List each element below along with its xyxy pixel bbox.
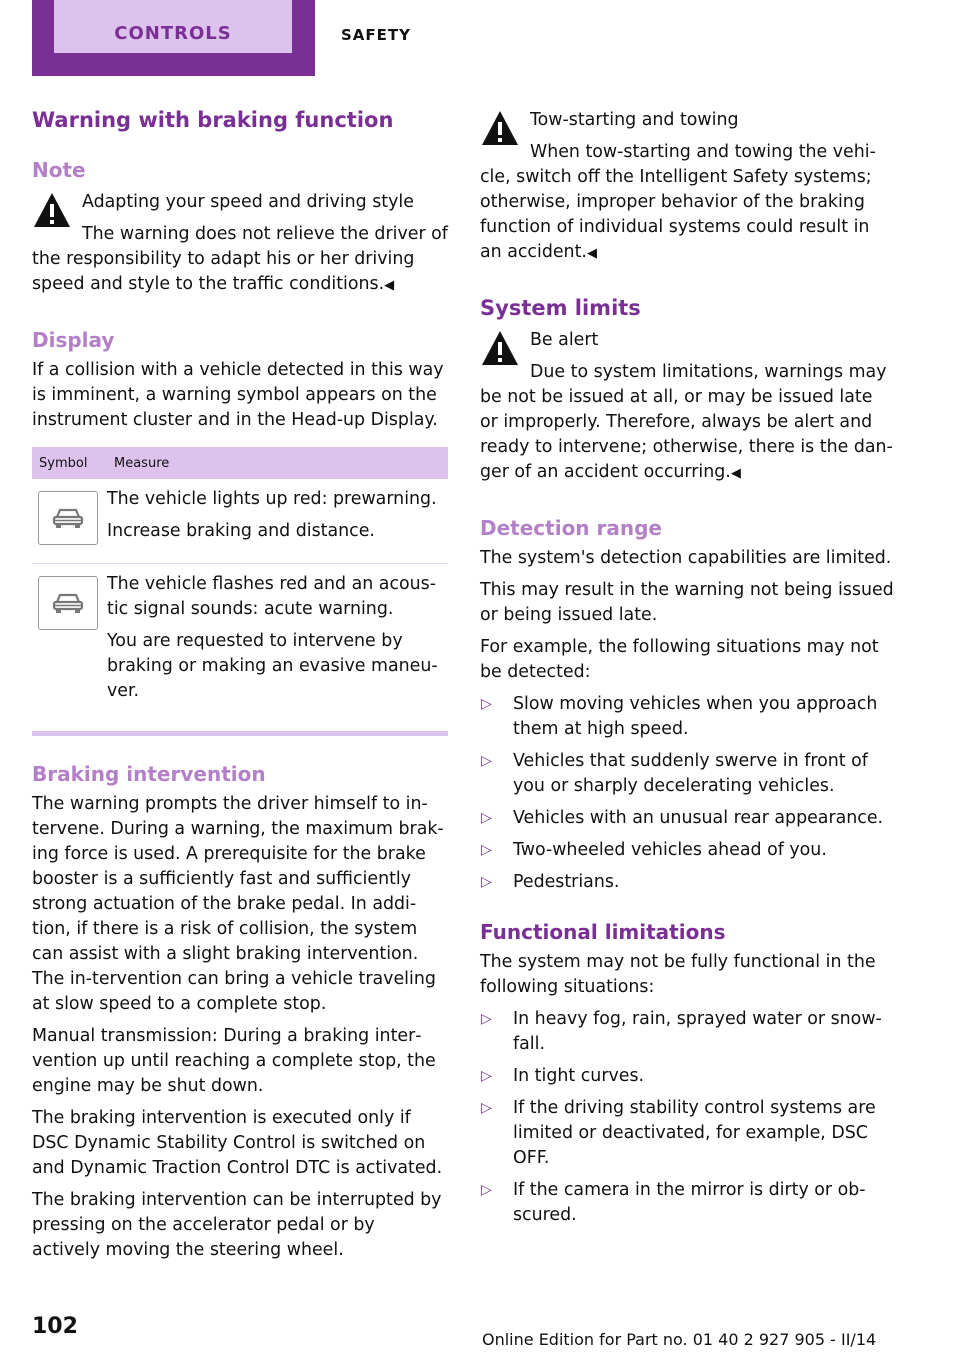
symbol-table (32, 447, 448, 723)
edition-note: Online Edition for Part no. 01 40 2 927 905 - II/14 (482, 1330, 877, 1349)
bullet-icon: ▷ (481, 753, 492, 769)
end-mark-icon: ◀ (730, 466, 741, 481)
list-item: ▷ If the driving stability control systems are limited or deactivated, for example, DSC OFF. (481, 1098, 876, 1168)
functional-text: The system may not be fully functional in the following situations: (480, 952, 876, 997)
warning-text: Due to system limitations, warnings may be not be issued at all, or may be issued late or improperly. Therefore, always be alert and ready to intervene; otherwise, there is the dan‐ger of an accident occurring.◀ (480, 362, 893, 482)
warning-note (32, 190, 448, 298)
list-item: ▷ Two-wheeled vehicles ahead of you. (480, 838, 894, 863)
end-mark-icon: ◀ (384, 278, 395, 293)
functional-heading: Functional limitations (480, 920, 726, 944)
display-heading: Display (32, 328, 115, 352)
table-header-measure: Measure (107, 447, 448, 479)
tab-controls[interactable] (32, 0, 315, 76)
list-item: ▷ In tight curves. (480, 1064, 894, 1089)
table-row (32, 564, 448, 724)
list-item: ▷ Vehicles that suddenly swerve in front of you or sharply decelerating vehicles. (481, 751, 868, 796)
left-column (32, 108, 448, 1263)
braking-text: The warning prompts the driver himself to in‐tervene. During a warning, the maximum brak‐ing force is used. A prerequisite for the brake booster is a sufficiently fast and sufficiently strong actuation of the brake pedal. In addi‐tion, if there is a risk of collision, the system can assist with a slight braking intervention. The in‐tervention can bring a vehicle traveling at slow speed to a complete stop. (32, 794, 444, 1014)
page-number: 102 (32, 1314, 78, 1339)
list-item: ▷ If the camera in the mirror is dirty or ob‐scured. (481, 1180, 866, 1225)
page-header (0, 0, 960, 76)
table-row (32, 479, 448, 564)
warning-title: Tow-starting and towing (530, 110, 739, 130)
car-prewarning-icon (38, 491, 98, 545)
right-column (480, 108, 894, 1235)
warning-title: Adapting your speed and driving style (82, 192, 414, 212)
list-item: ▷ In heavy fog, rain, sprayed water or snow‐fall. (481, 1009, 882, 1054)
system-limits-heading: System limits (480, 296, 641, 320)
section-title: Warning with braking function (32, 108, 394, 132)
warning-text: The warning does not relieve the driver of the responsibility to adapt his or her driving speed and style to the traffic conditions.◀ (32, 224, 448, 294)
measure-line: The vehicle flashes red and an acous‐tic signal sounds: acute warning. (107, 574, 437, 619)
warning-triangle-icon (480, 328, 520, 368)
measure-line: The vehicle lights up red: prewarning. (107, 489, 437, 509)
detection-list (480, 692, 894, 895)
warning-be-alert (480, 328, 894, 486)
bullet-icon: ▷ (481, 1182, 492, 1198)
bullet-icon: ▷ (481, 810, 492, 826)
bullet-icon: ▷ (481, 1100, 492, 1116)
warning-text: When tow-starting and towing the vehi‐cle, switch off the Intelligent Safety systems; otherwise, improper behavior of the braking function of individual systems could result in an accident.◀ (480, 142, 876, 262)
braking-text: Manual transmission: During a braking inter‐vention up until reaching a complete stop, the engine may be shut down. (32, 1026, 436, 1096)
bullet-icon: ▷ (481, 1011, 492, 1027)
detection-heading: Detection range (480, 516, 662, 540)
end-mark-icon: ◀ (586, 246, 597, 261)
bullet-icon: ▷ (481, 842, 492, 858)
measure-line: You are requested to intervene by braking or making an evasive maneu‐ver. (107, 631, 438, 701)
detection-text: For example, the following situations may not be detected: (480, 637, 879, 682)
warning-triangle-icon (32, 190, 72, 230)
warning-triangle-icon (480, 108, 520, 148)
tab-safety[interactable]: SAFETY (341, 26, 411, 44)
tab-controls-label: CONTROLS (54, 0, 292, 53)
braking-text: The braking intervention is executed only if DSC Dynamic Stability Control is switched on and Dynamic Traction Control DTC is activated. (32, 1108, 443, 1178)
list-item: ▷ Vehicles with an unusual rear appearance. (480, 806, 894, 831)
warning-title: Be alert (530, 330, 599, 350)
braking-heading: Braking intervention (32, 762, 266, 786)
bullet-icon: ▷ (481, 874, 492, 890)
display-text: If a collision with a vehicle detected in this way is imminent, a warning symbol appears on the instrument cluster and in the Head-up Display. (32, 360, 444, 430)
measure-line: Increase braking and distance. (107, 521, 375, 541)
warning-towing (480, 108, 894, 266)
detection-text: This may result in the warning not being issued or being issued late. (480, 580, 894, 625)
braking-text: The braking intervention can be interrupted by pressing on the accelerator pedal or by actively moving the steering wheel. (32, 1190, 442, 1260)
note-heading: Note (32, 158, 86, 182)
bullet-icon: ▷ (481, 696, 492, 712)
list-item: ▷ Pedestrians. (480, 870, 894, 895)
car-acute-warning-icon (38, 576, 98, 630)
functional-list (480, 1007, 894, 1228)
bullet-icon: ▷ (481, 1068, 492, 1084)
list-item: ▷ Slow moving vehicles when you approach them at high speed. (481, 694, 878, 739)
table-header-symbol: Symbol (32, 447, 107, 479)
detection-text: The system's detection capabilities are limited. (480, 548, 892, 568)
